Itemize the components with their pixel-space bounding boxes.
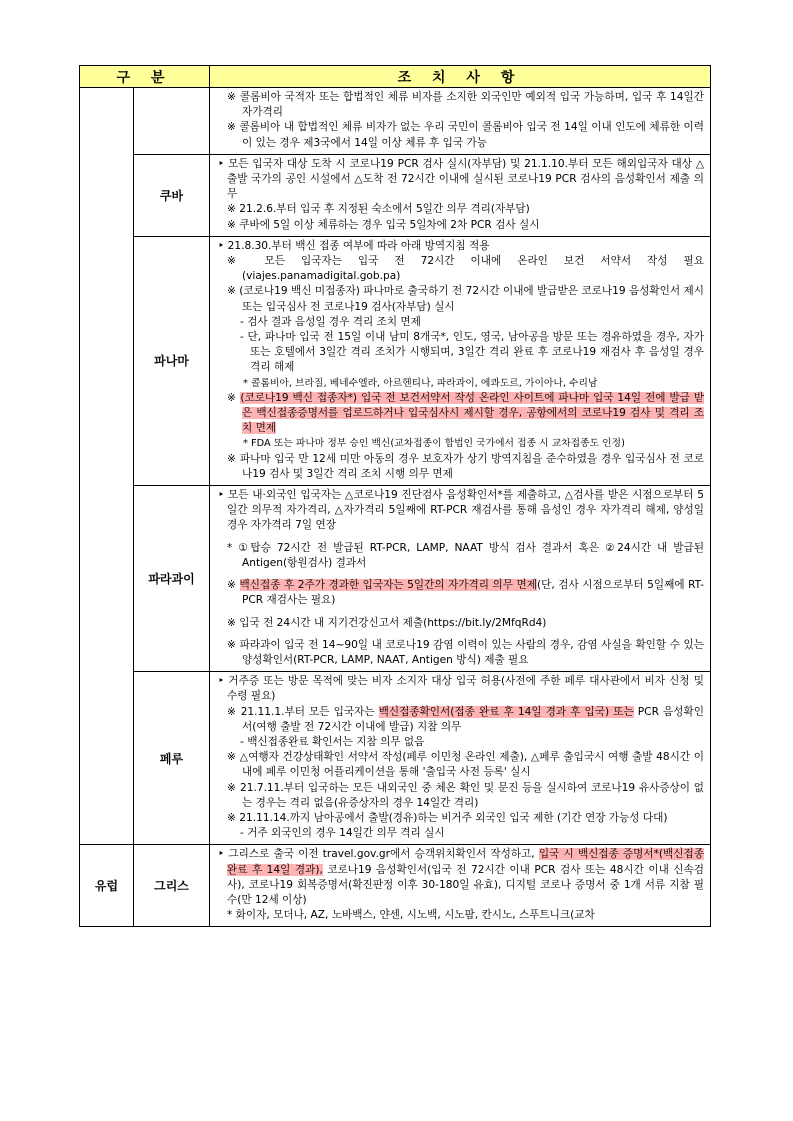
country-name-peru: 페루 (134, 672, 210, 845)
table-header (80, 66, 711, 88)
text-line (218, 705, 704, 735)
header-category: 구 분 (80, 66, 210, 88)
mark: ※ (227, 391, 241, 404)
highlighted-text: 백신접종 후 2주가 경과한 입국자는 5일간의 자가격리 의무 면제 (239, 579, 537, 592)
text-line: ‣ 21.8.30.부터 백신 접종 여부에 따라 아래 방역지침 적용 (218, 239, 490, 252)
country-name-panama: 파나마 (134, 236, 210, 485)
country-cell-colombia (134, 88, 210, 155)
text-line: ※ 21.11.14.까지 남아공에서 출발(경유)하는 비거주 외국인 입국 제한 (기간 연장 가능성 다대) (227, 811, 668, 824)
region-name-europe: 유럽 (80, 845, 134, 927)
text-line: ※ 21.2.6.부터 입국 후 지정된 숙소에서 5일간 의무 격리(자부담) (227, 203, 530, 216)
text-line (218, 578, 704, 608)
text-line: * FDA 또는 파나마 정부 승인 백신(교차접종이 합법인 국가에서 접종 시 교차접종도 인정) (243, 438, 625, 450)
text-line: ※ 21.7.11.부터 입국하는 모든 내외국인 중 체온 확인 및 문진 등을 실시하여 코로나19 유사증상이 없는 경우는 격리 없음(유증상자의 경우 14일간 격리) (227, 781, 704, 809)
text-line: ※ 입국 전 24시간 내 지기건강신고서 제출(https://bit.ly/2MfqRd4) (227, 616, 547, 629)
text-line: - 검사 결과 음성일 경우 격리 조치 면제 (240, 315, 421, 328)
text-line: ‣ 모든 내·외국인 입국자는 △코로나19 진단검사 음성확인서*를 제출하고, △검사를 받은 시점으로부터 5일간 의무적 자가격리, △자가격리 5일째에 RT-PCR 재검사를 통해 음성인 경우 자가격리 해제, 양성일 경우 자가격리 7일 연장 (218, 489, 704, 532)
text-line: * 화이자, 모더나, AZ, 노바백스, 얀센, 시노백, 시노팜, 칸시노, 스푸트니크(교차 (227, 909, 595, 922)
text-line: ※ 콜롬비아 내 합법적인 체류 비자가 없는 우리 국민이 콜롬비아 입국 전 14일 이내 인도에 체류한 이력이 있는 경우 제3국에서 14일 이상 체류 후 입국 가능 (227, 121, 704, 149)
text-line: ※ 콜롬비아 국적자 또는 합법적인 체류 비자를 소지한 외국인만 예외적 입국 가능하며, 입국 후 14일간 자가격리 (227, 91, 704, 119)
measures-panama (210, 236, 711, 485)
text-span: 코로나19 음성확인서(입국 전 72시간 이내 PCR 검사 또는 48시간 이내 신속검사), 코로나19 회복증명서(확진판정 이후 30-180일 유효), 디지털 코로나 증명서 중 1개 서류 지참 필수(만 12세 이상) (227, 863, 704, 906)
text-line: ※ 모든 입국자는 입국 전 72시간 이내에 온라인 보건 서약서 작성 필요 (viajes.panamadigital.gob.pa) (227, 255, 704, 283)
row-panama (80, 236, 711, 485)
highlighted-text: 백신접종확인서(접종 완료 후 14일 경과 후 입국) 또는 (378, 705, 634, 718)
row-peru (80, 672, 711, 845)
text-span: ※ 21.11.1.부터 모든 입국자는 (227, 705, 379, 718)
text-line: * ①탑승 72시간 전 발급된 RT-PCR, LAMP, NAAT 방식 검사 결과서 혹은 ②24시간 내 발급된 Antigen(항원검사) 결과서 (227, 541, 704, 569)
text-span: ‣ 그리스로 출국 이전 travel.gov.gr에서 승객위치확인서 작성하고, (218, 848, 539, 861)
measures-cuba (210, 154, 711, 236)
text-line: ※ 쿠바에 5일 이상 체류하는 경우 입국 5일차에 2차 PCR 검사 실시 (227, 218, 540, 231)
country-name-greece: 그리스 (134, 845, 210, 927)
measures-greece (210, 845, 711, 927)
text-line: ※ 파나마 입국 만 12세 미만 아동의 경우 보호자가 상기 방역지침을 준수하였을 경우 입국심사 전 코로나19 검사 및 3일간 격리 조치 시행 의무 면제 (227, 452, 704, 480)
header-measures: 조 치 사 항 (210, 66, 711, 88)
row-colombia (80, 88, 711, 155)
row-greece (80, 845, 711, 927)
measures-table (79, 65, 711, 927)
country-name-cuba: 쿠바 (134, 154, 210, 236)
text-line: ‣ 모든 입국자 대상 도착 시 코로나19 PCR 검사 실시(자부담) 및 21.1.10.부터 모든 해외입국자 대상 △출발 국가의 공인 시설에서 △도착 전 72시간 이내에 실시된 코로나19 PCR 검사의 음성확인서 제출 의무 (218, 157, 704, 201)
row-cuba (80, 154, 711, 236)
country-name-paraguay: 파라과이 (134, 486, 210, 672)
text-line: - 거주 외국인의 경우 14일간 의무 격리 실시 (240, 827, 445, 840)
text-line: ※ (코로나19 백신 미접종자) 파나마로 출국하기 전 72시간 이내에 발급받은 코로나19 음성확인서 제시 또는 입국심사 전 코로나19 검사(자부담) 실시 (227, 285, 704, 313)
text-line: - 단, 파나마 입국 전 15일 이내 남미 8개국*, 인도, 영국, 남아공을 방문 또는 경유하였을 경우, 자가 또는 호텔에서 3일간 격리 조치가 시행되며, 3일간 격리 완료 후 코로나19 재검사 후 음성일 경우 격리 해제 (240, 331, 704, 374)
text-line: ‣ 거주증 또는 방문 목적에 맞는 비자 소지자 대상 입국 허용(사전에 주한 페루 대사관에서 비자 신청 및 수령 필요) (218, 675, 704, 703)
text-line: * 콜롬비아, 브라질, 베네수엘라, 아르헨티나, 파라과이, 에콰도르, 가이아나, 수리남 (243, 377, 598, 389)
text-line (218, 391, 704, 437)
measures-colombia (210, 88, 711, 155)
highlighted-text: 입국 시 백신접종 증명서*(백신접종 완료 후 14일 경과), (227, 848, 704, 876)
text-line (218, 847, 704, 908)
region-cell-americas (80, 88, 134, 845)
highlighted-text: (코로나19 백신 접종자*) 입국 전 보건서약서 작성 온라인 사이트에 파나마 입국 14일 전에 발급 받은 백신접종증명서를 업로드하거나 입국심사시 제시할 경우, 공항에서의 코로나19 검사 및 격리 조치 면제 (240, 391, 704, 435)
text-span: (단, 검사 시점으로부터 5일째에 RT-PCR 재검사는 필요) (242, 579, 704, 607)
text-span: PCR 음성확인서(여행 출발 전 72시간 이내에 발급) 지참 의무 (242, 705, 704, 733)
measures-paraguay (210, 486, 711, 672)
row-paraguay (80, 486, 711, 672)
text-line: ※ △여행자 건강상태확인 서약서 작성(페루 이민청 온라인 제출), △페루 출입국시 여행 출발 48시간 이내에 페루 이민청 어플리케이션을 통해 '출입국 사전 등록' 실시 (227, 751, 704, 779)
text-line: ※ 파라과이 입국 전 14~90일 내 코로나19 감염 이력이 있는 사람의 경우, 감염 사실을 확인할 수 있는 양성확인서(RT-PCR, LAMP, NAAT, Antigen 방식) 제출 필요 (227, 638, 704, 666)
mark: ※ (227, 579, 240, 592)
text-line: - 백신접종완료 확인서는 지참 의무 없음 (240, 735, 425, 748)
measures-peru (210, 672, 711, 845)
